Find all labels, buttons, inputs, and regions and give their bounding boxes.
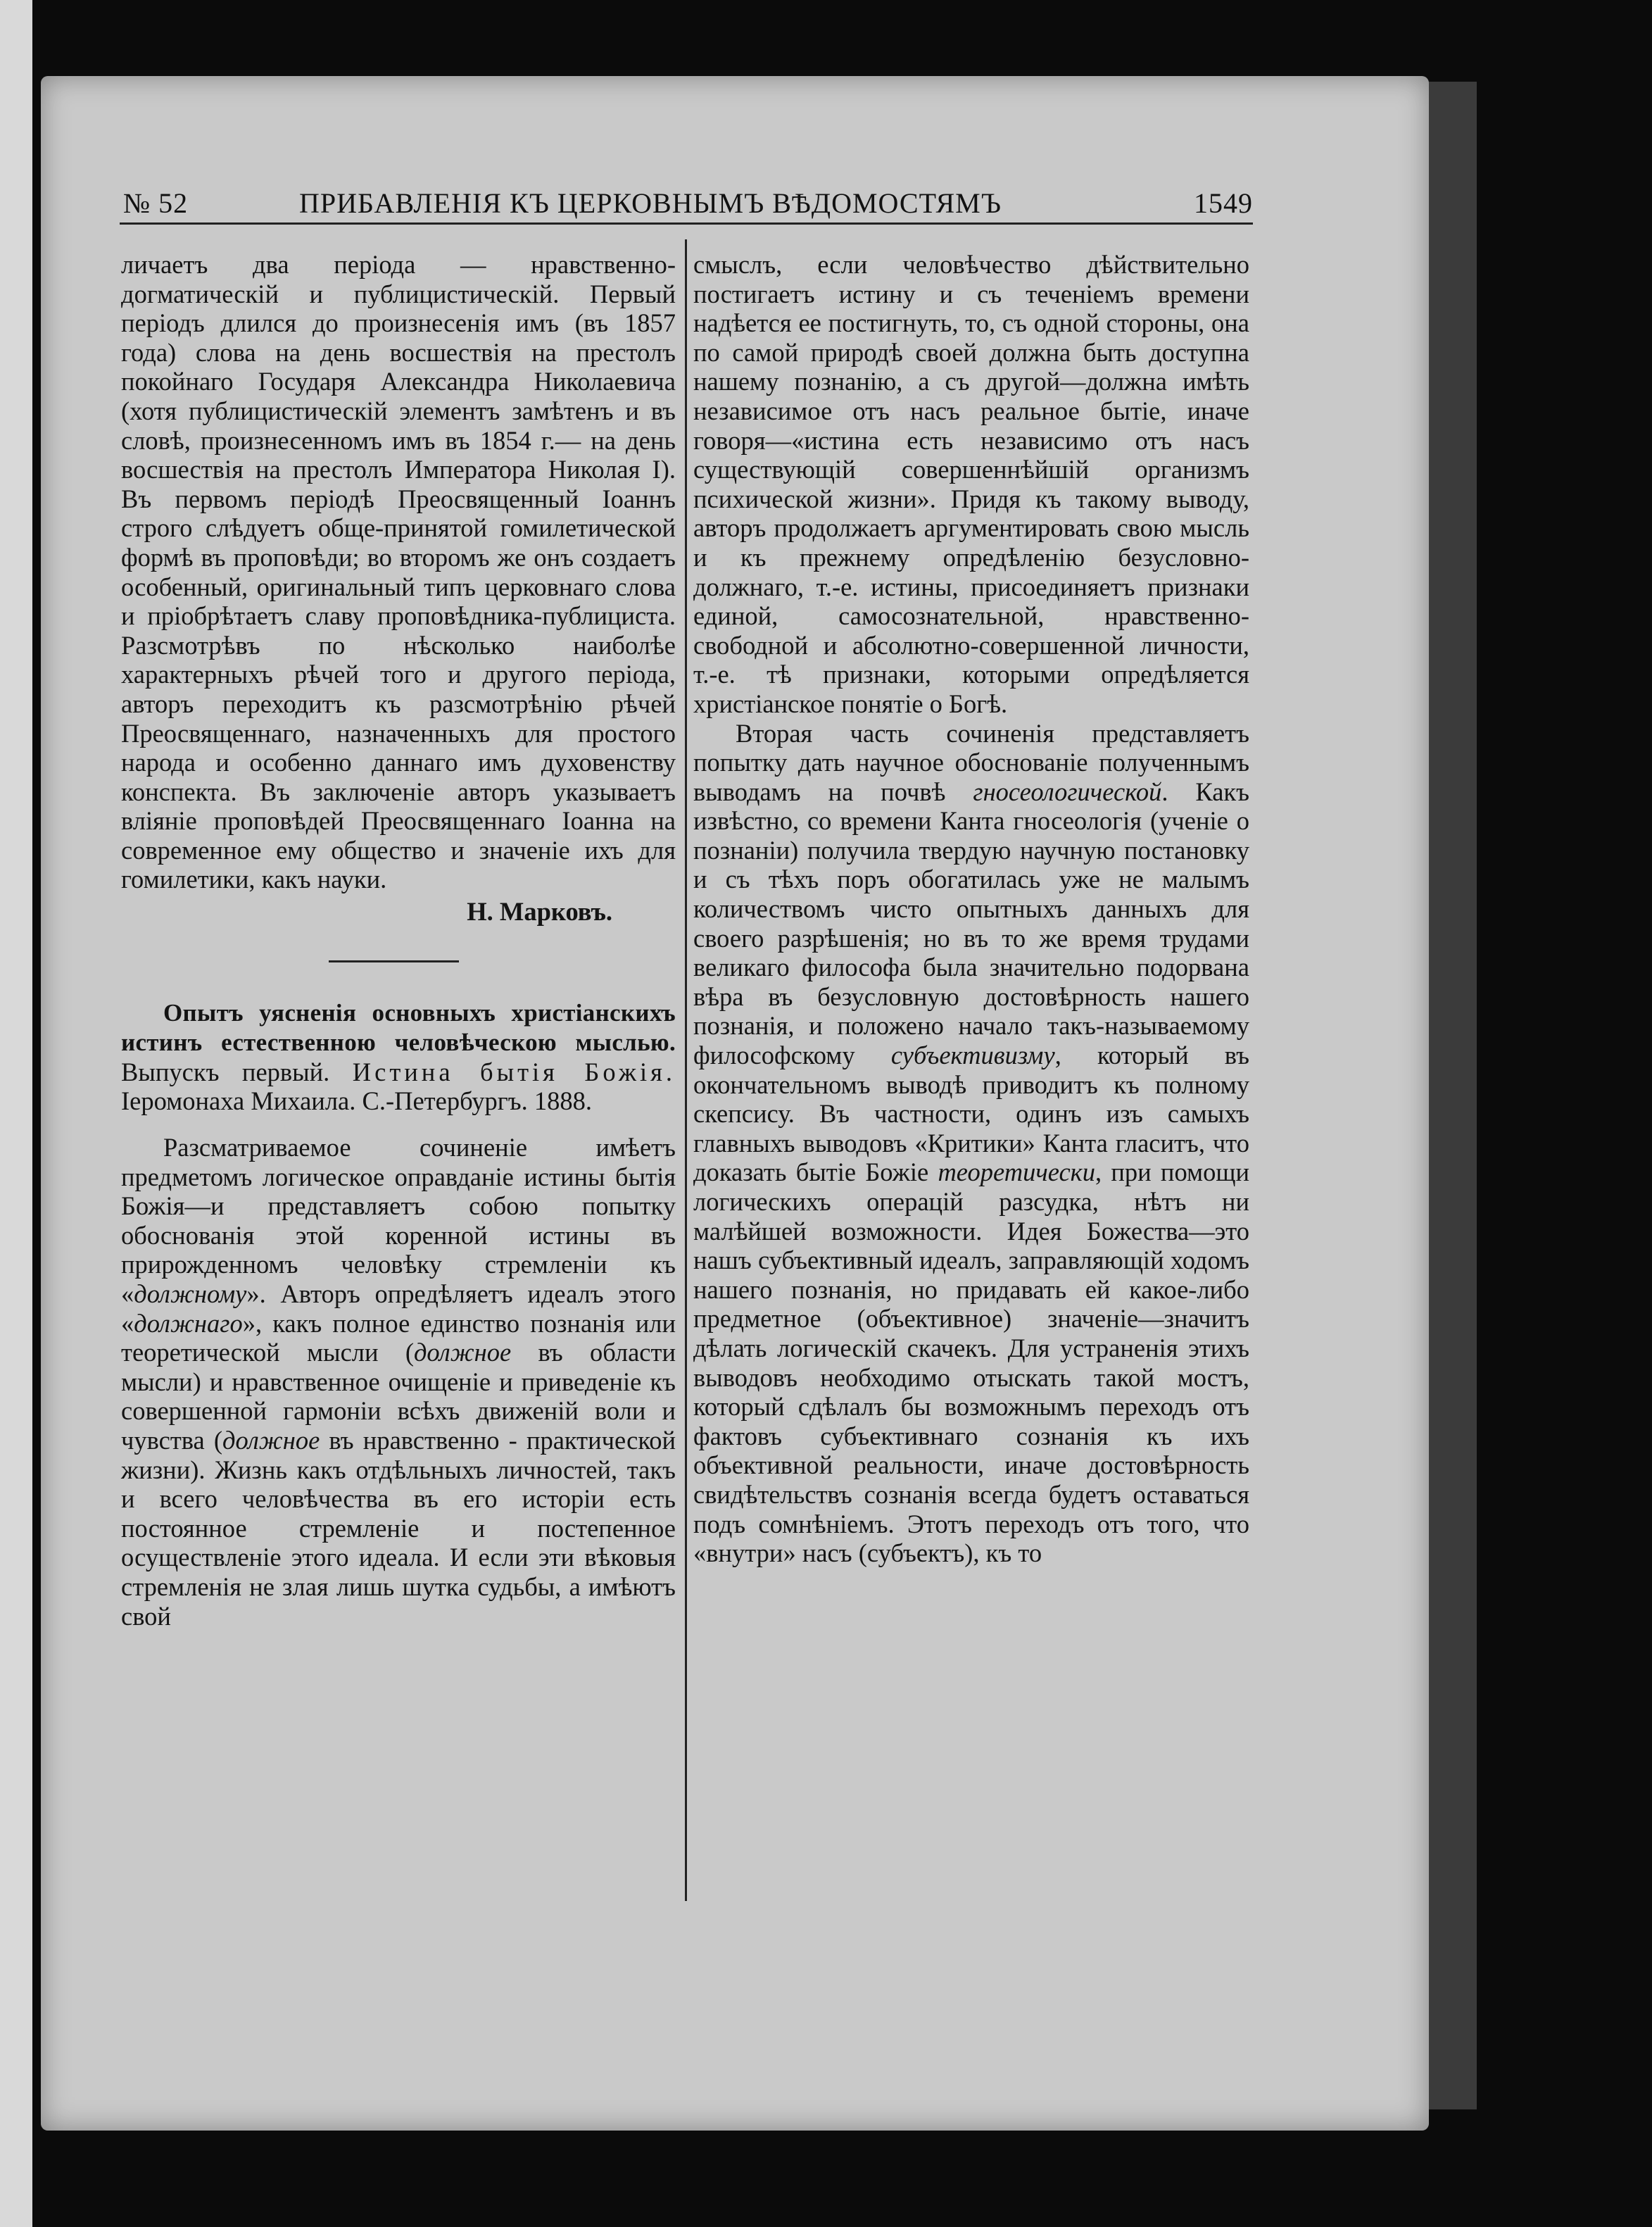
paragraph <box>121 1133 676 1631</box>
page-edge <box>1427 82 1477 2109</box>
gap <box>121 1116 676 1133</box>
book-author-place: Іеромонаха Михаила. С.-Петербургъ. 1888. <box>121 1086 592 1116</box>
text-run: Разсматриваемое сочиненіе имѣетъ предметомъ логическое оправданіе истины бытія Божія—и представляетъ собою попытку обоснованія этой коренной истины въ прирожденномъ человѣку стремленіи къ « <box>121 1133 676 1308</box>
book-binding <box>0 0 32 2227</box>
text-run: ». Авторъ опредѣляетъ идеалъ этого « <box>121 1279 676 1338</box>
book-title: Опытъ уясненія основныхъ христіанскихъ истинъ естественною человѣческою мыслью. <box>121 998 676 1057</box>
italic-run: должному <box>134 1279 247 1308</box>
text-run: , который въ окончательномъ выводѣ приводитъ къ полному скепсису. Въ частности, одинъ изъ самыхъ главныхъ выводовъ «Критики» Канта гласитъ, что доказать бытіе Божіе <box>693 1041 1250 1187</box>
right-column <box>693 250 1249 1568</box>
paragraph: личаетъ два періода — нравственно-догматическій и публицистическій. Первый періодъ длился до произнесенія имъ (въ 1857 года) слова на день восшествія на престолъ покойнаго Государя Александра Николаевича (хотя публицистическій элементъ замѣтенъ и въ словѣ, произнесенномъ имъ въ 1854 г.— на день восшествія на престолъ Императора Николая I). Въ первомъ періодѣ Преосвященный Іоаннъ строго слѣдуетъ обще-принятой гомилетической формѣ въ проповѣди; во второмъ же онъ создаетъ особенный, оригинальный типъ церковнаго слова и пріобрѣтаетъ славу проповѣдника-публициста. Разсмотрѣвъ по нѣсколько наиболѣе характерныхъ рѣчей того и другого періода, авторъ переходитъ къ разсмотрѣнію рѣчей Преосвященнаго, назначенныхъ для простого народа и особенно даннаго имъ духовенству конспекта. Въ заключеніе авторъ указываетъ вліяніе проповѣдей Преосвященнаго Іоанна на современное ему общество и значеніе ихъ для гомилетики, какъ науки. <box>121 250 676 894</box>
text-run: въ области мысли) и нравственное очищеніе и приведеніе къ совершенной гармоніи всѣхъ движеній воли и чувства ( <box>121 1338 676 1455</box>
text-run: въ нравственно - практической жизни). Жизнь какъ отдѣльныхъ личностей, такъ и всего человѣчества въ его исторіи есть постоянное стремленіе и постепенное осуществленіе этого идеала. И если эти вѣковыя стремленія не злая лишь шутка судьбы, а имѣютъ свой <box>121 1425 676 1631</box>
journal-title: ПРИБАВЛЕНІЯ КЪ ЦЕРКОВНЫМЪ ВѢДОМОСТЯМЪ <box>299 187 1002 219</box>
left-column <box>121 250 676 1631</box>
signature: Н. Марковъ. <box>467 897 612 927</box>
italic-run: субъективизму <box>890 1041 1055 1070</box>
issue-number: № 52 <box>123 187 189 219</box>
page-number: 1549 <box>1194 187 1253 219</box>
paragraph <box>693 719 1249 1568</box>
text-run: . Какъ извѣстно, со времени Канта гносеологія (ученіе о познаніи) получила твердую научную постановку и съ тѣхъ поръ обогатилась уже не малымъ количествомъ чисто опытныхъ данныхъ для своего разрѣшенія; но въ то же время трудами великаго философа была значительно подорвана вѣра въ безусловную достовѣрность нашего познанія, и положено начало такъ-называемому философскому <box>693 777 1250 1070</box>
italic-run: должное <box>413 1338 512 1367</box>
header-rule <box>120 222 1253 225</box>
running-header <box>123 187 1253 220</box>
text-run: », какъ полное единство познанія или теоретической мысли ( <box>121 1308 676 1367</box>
italic-run: должнаго <box>134 1308 243 1338</box>
paragraph: смыслъ, если человѣчество дѣйствительно постигаетъ истину и съ теченіемъ времени надѣется ее постигнуть, то, съ одной стороны, она по самой природѣ своей должна быть доступна нашему познанію, а съ другой—должна имѣть независимое отъ насъ реальное бытіе, иначе говоря—«истина есть независимо отъ насъ существующій совершеннѣйшій организмъ психической жизни». Придя къ такому выводу, авторъ продолжаетъ аргументировать свою мысль и къ прежнему опредѣленію безусловно-должнаго, т.-е. истины, присоединяетъ признаки единой, самосознательной, нравственно-свободной и абсолютно-совершенной личности, т.-е. тѣ признаки, которыми опредѣляется христіанское понятіе о Богѣ. <box>693 250 1249 718</box>
book-entry <box>121 998 676 1116</box>
text-run: , при помощи логическихъ операцій разсудка, нѣтъ ни малѣйшей возможности. Идея Божества—это нашъ субъективный идеалъ, заправляющій ходомъ нашего познанія, но придавать ей какое-либо предметное (объективное) значеніе—значитъ дѣлать логическій скачекъ. Для устраненія этихъ выводовъ необходимо отыскать такой мостъ, который сдѣлалъ бы возможнымъ переходъ отъ фактовъ субъективнаго сознанія къ ихъ объективной реальности, иначе достовѣрность свидѣтельствъ сознанія всегда будетъ оставаться подъ сомнѣніемъ. Этотъ переходъ отъ того, что «внутри» насъ (субъектъ), къ то <box>693 1158 1249 1568</box>
book-issue: Выпускъ первый. <box>121 1057 353 1086</box>
book-subtitle: Истина бытія Божія. <box>352 1057 676 1086</box>
section-rule <box>329 960 459 962</box>
column-divider <box>685 239 687 1901</box>
text-run: Вторая часть сочиненія представляетъ попытку дать научное обоснованіе полученнымъ выводамъ на почвѣ <box>693 718 1249 806</box>
italic-run: гносеологической <box>973 777 1162 806</box>
italic-run: должное <box>222 1425 320 1455</box>
italic-run: теоретически <box>938 1158 1095 1187</box>
